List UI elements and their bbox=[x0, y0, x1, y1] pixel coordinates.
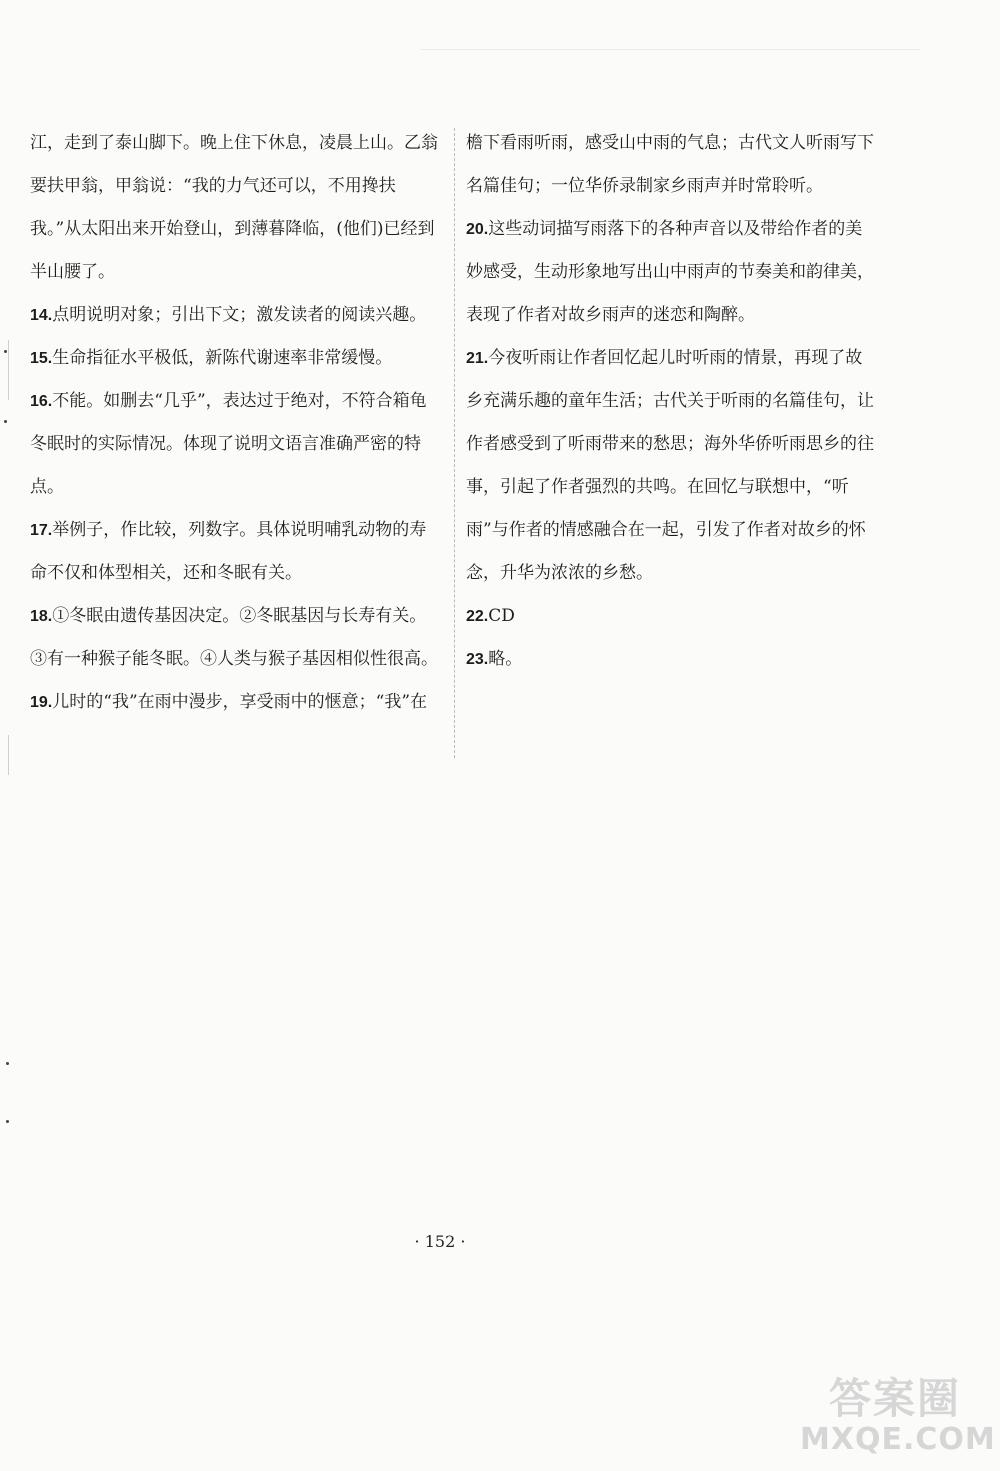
answer-item bbox=[466, 122, 878, 208]
answer-item bbox=[30, 380, 442, 509]
scan-margin-mark bbox=[8, 735, 9, 775]
answer-text: 儿时的“我”在雨中漫步，享受雨中的惬意；“我”在 bbox=[52, 692, 428, 712]
answer-text: 不能。如删去“几乎”，表达过于绝对，不符合箱龟冬眠时的实际情况。体现了说明文语言准确严密的特点。 bbox=[30, 391, 427, 497]
answer-item bbox=[30, 595, 442, 681]
site-watermark bbox=[800, 1374, 996, 1465]
column-divider bbox=[454, 128, 455, 758]
page-number: · 152 · bbox=[414, 1232, 466, 1251]
watermark-logo-text: 答案圈 bbox=[828, 1374, 961, 1423]
answer-text: 檐下看雨听雨，感受山中雨的气息；古代文人听雨写下名篇佳句；一位华侨录制家乡雨声并时常聆听。 bbox=[466, 133, 874, 196]
answer-text: 略。 bbox=[488, 649, 523, 669]
answer-text: 这些动词描写雨落下的各种声音以及带给作者的美妙感受，生动形象地写出山中雨声的节奏美和韵律美，表现了作者对故乡雨声的迷恋和陶醉。 bbox=[466, 219, 874, 325]
scan-speck bbox=[4, 350, 7, 353]
answer-item bbox=[466, 595, 878, 638]
answer-number: 16. bbox=[30, 393, 53, 410]
answer-text: CD bbox=[488, 606, 515, 626]
answer-text: 生命指征水平极低，新陈代谢速率非常缓慢。 bbox=[52, 348, 393, 368]
scan-margin-mark bbox=[8, 340, 9, 400]
answer-number: 18. bbox=[30, 608, 53, 625]
answer-number: 21. bbox=[466, 350, 489, 367]
answer-item bbox=[30, 337, 442, 380]
answer-text: 点明说明对象；引出下文；激发读者的阅读兴趣。 bbox=[52, 305, 427, 325]
watermark-domain: MXQE.COM bbox=[800, 1422, 996, 1457]
answer-number: 17. bbox=[30, 522, 53, 539]
answer-number: 23. bbox=[466, 651, 489, 668]
answer-item bbox=[30, 681, 442, 724]
answer-text: ①冬眠由遗传基因决定。②冬眠基因与长寿有关。③有一种猴子能冬眠。④人类与猴子基因相似性很高。 bbox=[30, 606, 438, 669]
answer-item bbox=[30, 122, 442, 294]
answer-item bbox=[30, 294, 442, 337]
scan-speck bbox=[6, 1120, 9, 1123]
scan-speck bbox=[6, 1062, 9, 1065]
answer-number: 19. bbox=[30, 694, 53, 711]
scan-speck bbox=[4, 420, 7, 423]
answer-text: 江，走到了泰山脚下。晚上住下休息，凌晨上山。乙翁要扶甲翁，甲翁说：“我的力气还可以，不用搀扶我。”从太阳出来开始登山，到薄暮降临，(他们)已经到半山腰了。 bbox=[30, 133, 438, 282]
right-answer-column bbox=[466, 122, 878, 681]
answer-number: 20. bbox=[466, 221, 489, 238]
answer-item bbox=[30, 509, 442, 595]
answer-number: 15. bbox=[30, 350, 53, 367]
answer-item bbox=[466, 208, 878, 337]
answer-item bbox=[466, 638, 878, 681]
answer-number: 22. bbox=[466, 608, 489, 625]
answer-item bbox=[466, 337, 878, 595]
answer-number: 14. bbox=[30, 307, 53, 324]
answer-text: 今夜听雨让作者回忆起儿时听雨的情景，再现了故乡充满乐趣的童年生活；古代关于听雨的名篇佳句，让作者感受到了听雨带来的愁思；海外华侨听雨思乡的往事，引起了作者强烈的共鸣。在回忆与联想中，“听雨”与作者的情感融合在一起，引发了作者对故乡的怀念，升华为浓浓的乡愁。 bbox=[466, 348, 874, 583]
left-answer-column bbox=[30, 122, 442, 724]
header-rule bbox=[420, 49, 920, 50]
answer-text: 举例子，作比较，列数字。具体说明哺乳动物的寿命不仅和体型相关，还和冬眠有关。 bbox=[30, 520, 427, 583]
